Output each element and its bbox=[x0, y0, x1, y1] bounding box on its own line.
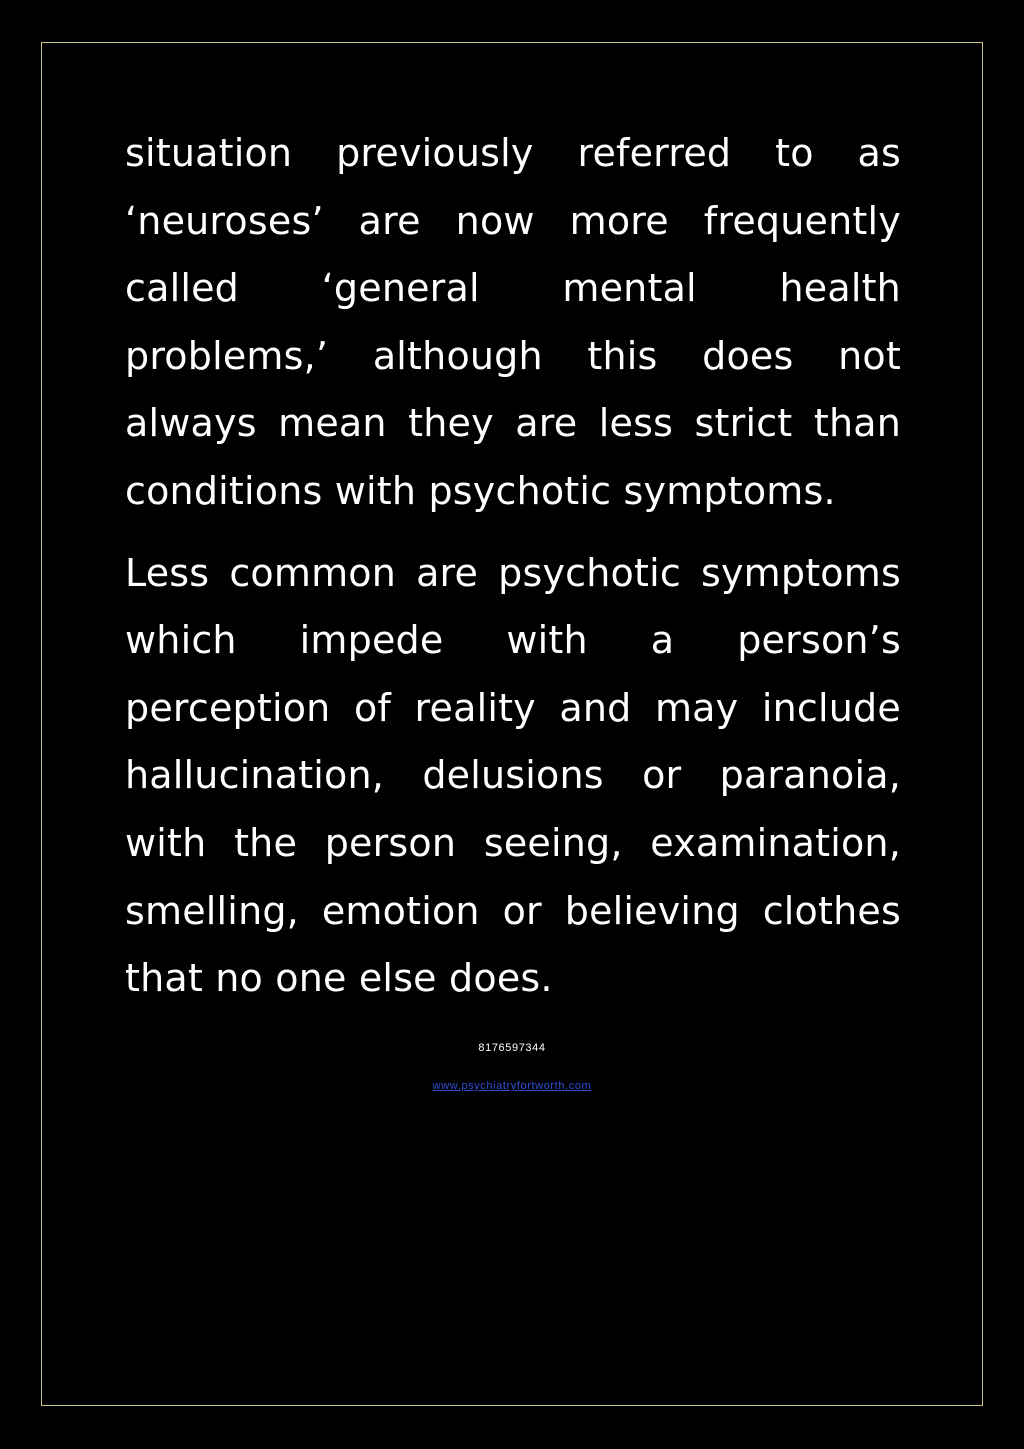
text-line bbox=[125, 390, 901, 458]
word: ‘neuroses’ bbox=[125, 198, 324, 243]
word: common bbox=[229, 550, 397, 595]
word: or bbox=[502, 888, 542, 933]
text-line bbox=[125, 255, 901, 323]
body-text bbox=[125, 120, 901, 1013]
word: examination, bbox=[650, 820, 901, 865]
text-line bbox=[125, 810, 901, 878]
website-link-container bbox=[0, 1080, 1024, 1092]
word: called bbox=[125, 266, 239, 311]
word: the bbox=[234, 820, 298, 865]
word: referred bbox=[577, 131, 732, 175]
website-link[interactable]: www.psychiatryfortworth.com bbox=[432, 1080, 592, 1092]
text-line bbox=[125, 878, 901, 946]
text-line bbox=[125, 188, 901, 256]
word: strict bbox=[694, 401, 793, 446]
word: or bbox=[642, 753, 682, 798]
word: perception bbox=[125, 685, 331, 730]
word: symptoms bbox=[700, 550, 901, 595]
word: smelling, bbox=[125, 888, 299, 933]
word: frequently bbox=[703, 198, 901, 243]
word: as bbox=[857, 131, 901, 175]
word: Less bbox=[125, 550, 210, 595]
word: psychotic bbox=[498, 550, 681, 595]
word: seeing, bbox=[483, 820, 623, 865]
word: are bbox=[416, 550, 479, 595]
text-line-last: conditions with psychotic symptoms. bbox=[125, 468, 836, 513]
word: not bbox=[838, 333, 901, 378]
word: person bbox=[324, 820, 457, 865]
word: are bbox=[358, 198, 421, 243]
word: delusions bbox=[422, 753, 604, 798]
word: they bbox=[408, 401, 494, 446]
text-line bbox=[125, 675, 901, 743]
word: mental bbox=[562, 266, 697, 311]
word: previously bbox=[336, 131, 534, 175]
word: mean bbox=[278, 401, 387, 446]
word: does bbox=[702, 333, 794, 378]
phone-number: 8176597344 bbox=[478, 1042, 546, 1054]
word: situation bbox=[125, 131, 293, 175]
word: although bbox=[372, 333, 543, 378]
text-line bbox=[125, 323, 901, 391]
text-line-last: that no one else does. bbox=[125, 956, 553, 1001]
word: now bbox=[455, 198, 535, 243]
word: emotion bbox=[321, 888, 480, 933]
paragraph-1 bbox=[125, 120, 901, 526]
word: problems,’ bbox=[125, 333, 329, 378]
word: believing bbox=[564, 888, 740, 933]
word: hallucination, bbox=[125, 753, 385, 798]
word: may bbox=[654, 685, 739, 730]
paragraph-2 bbox=[125, 540, 901, 1013]
text-line bbox=[125, 120, 901, 188]
word: which bbox=[125, 618, 237, 663]
text-line bbox=[125, 540, 901, 608]
word: and bbox=[559, 685, 632, 730]
word: paranoia, bbox=[719, 753, 901, 798]
word: include bbox=[761, 685, 901, 730]
word: than bbox=[813, 401, 901, 446]
word: are bbox=[515, 401, 578, 446]
word: a bbox=[650, 618, 675, 663]
word: person’s bbox=[737, 618, 901, 663]
word: impede bbox=[299, 618, 444, 663]
word: less bbox=[598, 401, 674, 446]
word: reality bbox=[414, 685, 536, 730]
word: this bbox=[587, 333, 658, 378]
text-line bbox=[125, 607, 901, 675]
word: health bbox=[779, 266, 901, 311]
word: with bbox=[506, 618, 588, 663]
word: of bbox=[353, 685, 392, 730]
word: ‘general bbox=[321, 266, 480, 311]
text-line bbox=[125, 742, 901, 810]
word: always bbox=[125, 401, 257, 446]
word: clothes bbox=[762, 888, 901, 933]
word: to bbox=[775, 131, 814, 175]
word: with bbox=[125, 820, 207, 865]
word: more bbox=[569, 198, 669, 243]
